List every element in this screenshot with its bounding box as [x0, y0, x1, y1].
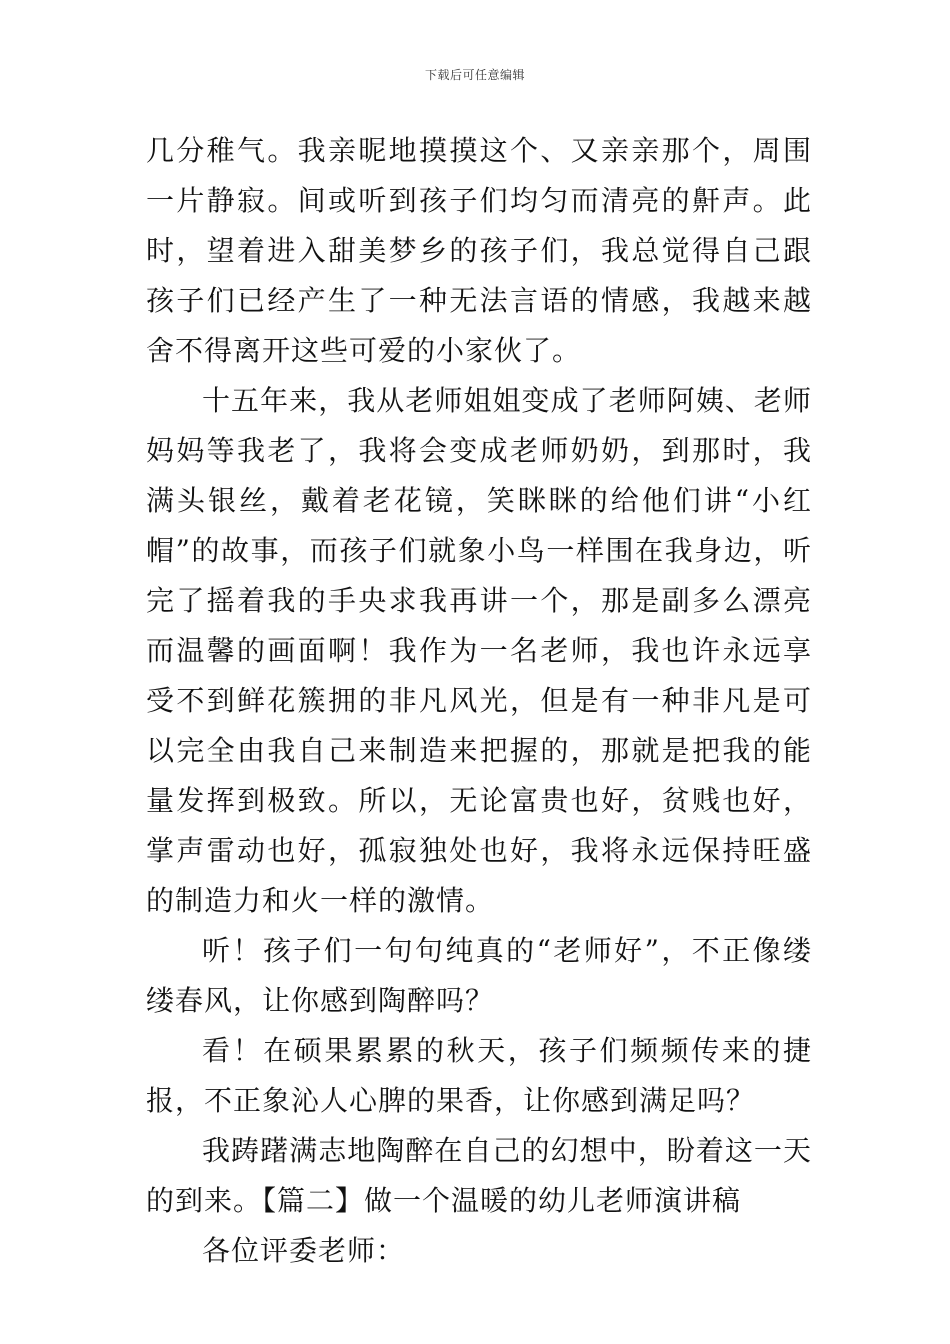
paragraph-ambition: 我踌躇满志地陶醉在自己的幻想中，盼着这一天的到来。【篇二】做一个温暖的幼儿老师演讲稿: [146, 1134, 812, 1217]
paragraph-continuation: 几分稚气。我亲昵地摸摸这个、又亲亲那个，周围一片静寂。间或听到孩子们均匀而清亮的鼾声。此时，望着进入甜美梦乡的孩子们，我总觉得自己跟孩子们已经产生了一种无法言语的情感，我越来越舍不得离开这些可爱的小家伙了。: [146, 134, 812, 367]
paragraph-look: 看！在硕果累累的秋天，孩子们频频传来的捷报，不正象沁人心脾的果香，让你感到满足吗？: [146, 1034, 812, 1117]
paragraph-listen: 听！孩子们一句句纯真的“老师好”，不正像缕缕春风，让你感到陶醉吗？: [146, 934, 812, 1017]
paragraph-fifteen-years: 十五年来，我从老师姐姐变成了老师阿姨、老师妈妈等我老了，我将会变成老师奶奶，到那时，我满头银丝，戴着老花镜，笑眯眯的给他们讲“小红帽”的故事，而孩子们就象小鸟一样围在我身边，听完了摇着我的手央求我再讲一个，那是副多么漂亮而温馨的画面啊！我作为一名老师，我也许永远享受不到鲜花簇拥的非凡风光，但是有一种非凡是可以完全由我自己来制造来把握的，那就是把我的能量发挥到极致。所以，无论富贵也好，贫贱也好，掌声雷动也好，孤寂独处也好，我将永远保持旺盛的制造力和火一样的激情。: [146, 384, 812, 917]
paragraph-salutation: 各位评委老师：: [202, 1234, 406, 1267]
page-header: 下载后可任意编辑: [424, 68, 525, 82]
document-body: [146, 126, 812, 1276]
